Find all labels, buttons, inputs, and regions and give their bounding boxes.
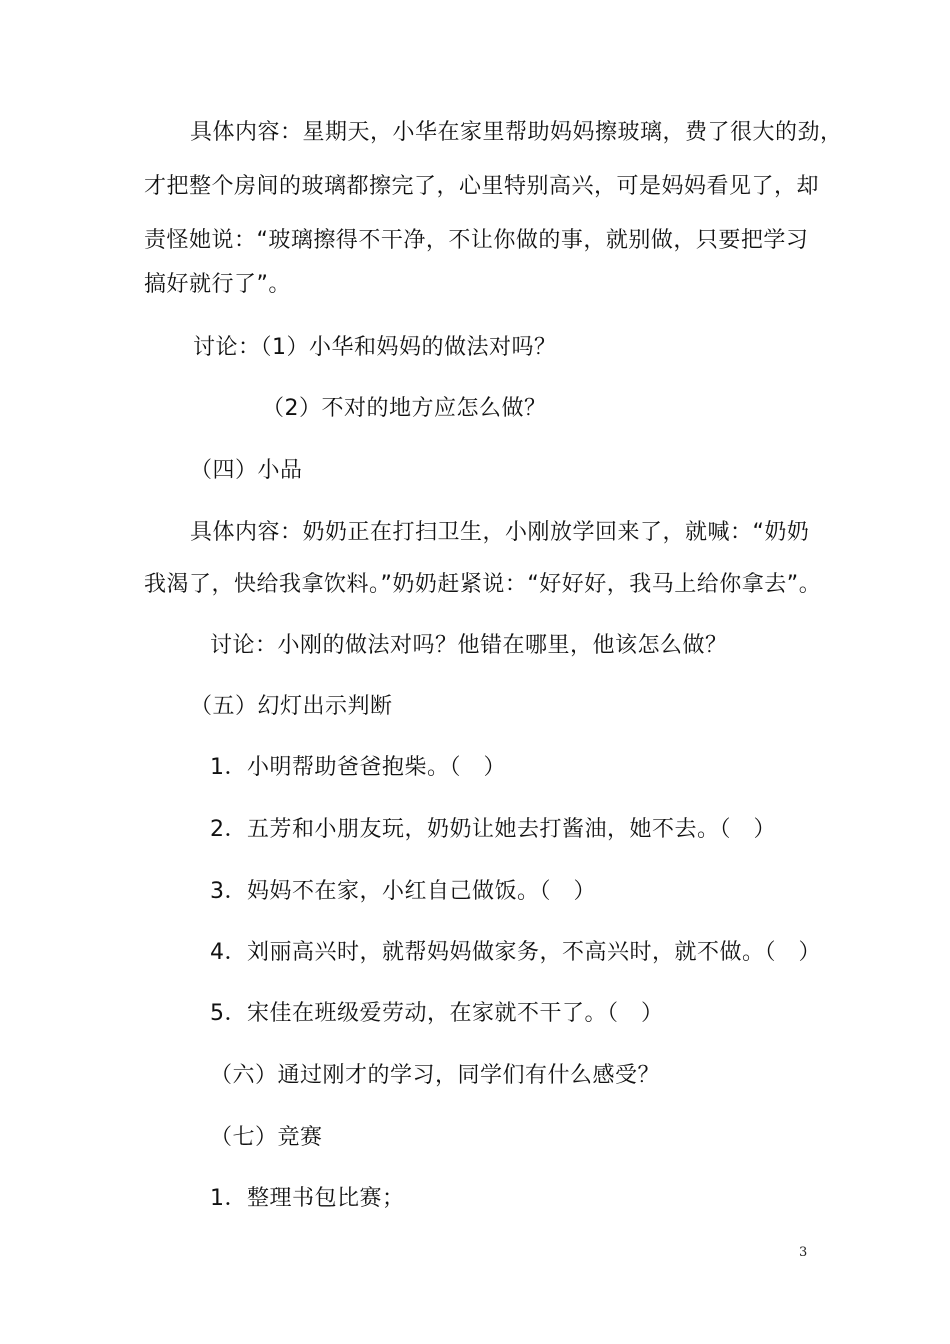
- paragraph-2-line-1: 具体内容：奶奶正在打扫卫生，小刚放学回来了，就喊：“奶奶: [190, 520, 810, 545]
- paragraph-2-line-2: 我渴了，快给我拿饮料。”奶奶赶紧说：“好好好，我马上给你拿去”。: [144, 572, 822, 597]
- section-heading-4: （四）小品: [190, 458, 303, 483]
- paragraph-1-line-2: 才把整个房间的玻璃都擦完了，心里特别高兴，可是妈妈看见了，却: [144, 174, 820, 199]
- paragraph-1-line-3: 责怪她说：“玻璃擦得不干净，不让你做的事，就别做，只要把学习: [144, 228, 809, 253]
- discussion-1-question-2: （2）不对的地方应怎么做？: [262, 396, 547, 421]
- paragraph-1-line-4: 搞好就行了”。: [144, 272, 291, 297]
- discussion-1-question-1: 讨论：（1）小华和妈妈的做法对吗？: [193, 335, 557, 360]
- judgment-item-5: 5．宋佳在班级爱劳动，在家就不干了。（ ）: [210, 1001, 664, 1026]
- judgment-item-2: 2．五芳和小朋友玩，奶奶让她去打酱油，她不去。（ ）: [210, 817, 776, 842]
- judgment-item-1: 1．小明帮助爸爸抱柴。（ ）: [210, 755, 506, 780]
- paragraph-1-line-1: 具体内容：星期天，小华在家里帮助妈妈擦玻璃，费了很大的劲，: [190, 120, 843, 145]
- section-heading-6: （六）通过刚才的学习，同学们有什么感受？: [210, 1063, 661, 1088]
- judgment-item-3: 3．妈妈不在家，小红自己做饭。（ ）: [210, 879, 596, 904]
- section-heading-7: （七）竞赛: [210, 1125, 323, 1150]
- contest-item-1: 1．整理书包比赛；: [210, 1186, 405, 1211]
- page-number: 3: [799, 1245, 808, 1260]
- judgment-item-4: 4．刘丽高兴时，就帮妈妈做家务，不高兴时，就不做。（ ）: [210, 940, 821, 965]
- section-heading-5: （五）幻灯出示判断: [190, 694, 393, 719]
- discussion-2: 讨论：小刚的做法对吗？他错在哪里，他该怎么做？: [210, 633, 728, 658]
